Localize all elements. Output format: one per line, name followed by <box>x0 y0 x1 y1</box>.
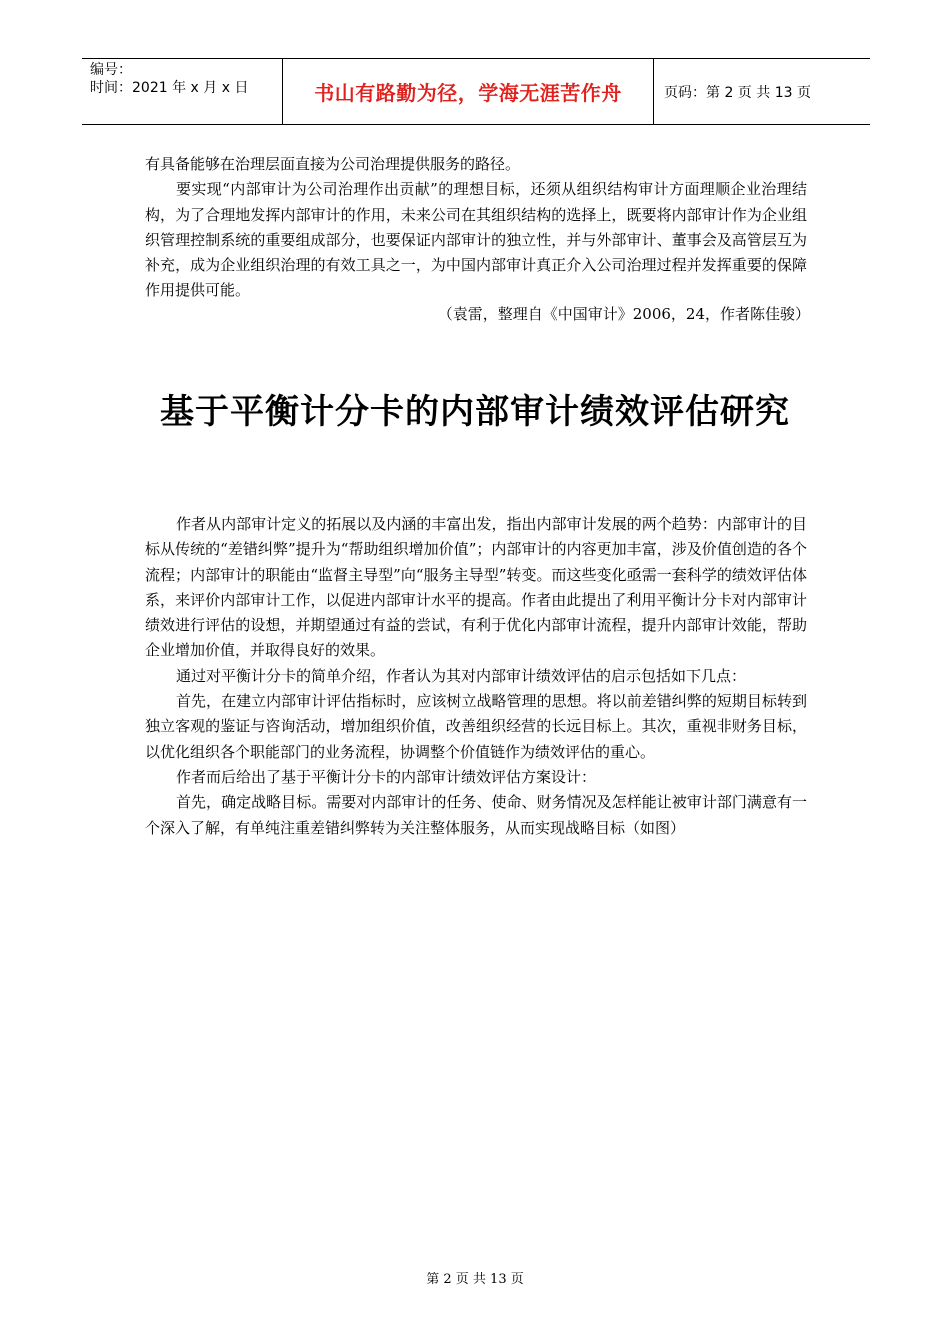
header-motto-cell <box>282 59 654 124</box>
header-meta <box>82 59 282 124</box>
doc-number-label: 编号： <box>90 62 132 78</box>
paragraph: 通过对平衡计分卡的简单介绍，作者认为其对内部审计绩效评估的启示包括如下几点： <box>176 666 747 685</box>
header-page-info: 页码：第 2 页 共 13 页 <box>664 84 811 101</box>
paragraph: 有具备能够在治理层面直接为公司治理提供服务的路径。 <box>145 155 521 173</box>
paragraph: 作者而后给出了基于平衡计分卡的内部审计绩效评估方案设计： <box>176 767 597 786</box>
page-footer: 第 2 页 共 13 页 <box>426 1272 524 1287</box>
article-body <box>145 512 807 841</box>
citation: （袁雷，整理自《中国审计》2006，24，作者陈佳骏） <box>437 305 810 323</box>
paragraph: 作者从内部审计定义的拓展以及内涵的丰富出发，指出内部审计发展的两个趋势：内部审计的目标从传统的“差错纠弊”提升为“帮助组织增加价值”；内部审计的内容更加丰富，涉及价值创造的各个流程；内部审计的职能由“监督主导型”向“服务主导型”转变。而这些变化亟需一套科学的绩效评估体系，来评价内部审计工作，以促进内部审计水平的提高。作者由此提出了利用平衡计分卡对内部审计绩效进行评估的设想，并期望通过有益的尝试，有利于优化内部审计流程，提升内部审计效能，帮助企业增加价值，并取得良好的效果。 <box>145 515 807 660</box>
continued-text-block <box>145 152 807 304</box>
article-title: 基于平衡计分卡的内部审计绩效评估研究 <box>160 392 790 432</box>
paragraph: 要实现“内部审计为公司治理作出贡献”的理想目标，还须从组织结构审计方面理顺企业治理结构，为了合理地发挥内部审计的作用，未来公司在其组织结构的选择上，既要将内部审计作为企业组织管理控制系统的重要组成部分，也要保证内部审计的独立性，并与外部审计、董事会及高管层互为补充，成为企业组织治理的有效工具之一，为中国内部审计真正介入公司治理过程并发挥重要的保障作用提供可能。 <box>145 180 807 300</box>
paragraph: 首先，在建立内部审计评估指标时，应该树立战略管理的思想。将以前差错纠弊的短期目标转到独立客观的鉴证与咨询活动，增加组织价值，改善组织经营的长远目标上。其次，重视非财务目标，以优化组织各个职能部门的业务流程，协调整个价值链作为绩效评估的重心。 <box>145 692 807 761</box>
header-motto: 书山有路勤为径，学海无涯苦作舟 <box>314 81 622 105</box>
paragraph: 首先，确定战略目标。需要对内部审计的任务、使命、财务情况及怎样能让被审计部门满意有一个深入了解，有单纯注重差错纠弊转为关注整体服务，从而实现战略目标（如图） <box>145 793 807 837</box>
doc-time-label: 时间：2021 年 x 月 x 日 <box>90 80 249 96</box>
page-header <box>82 58 870 125</box>
